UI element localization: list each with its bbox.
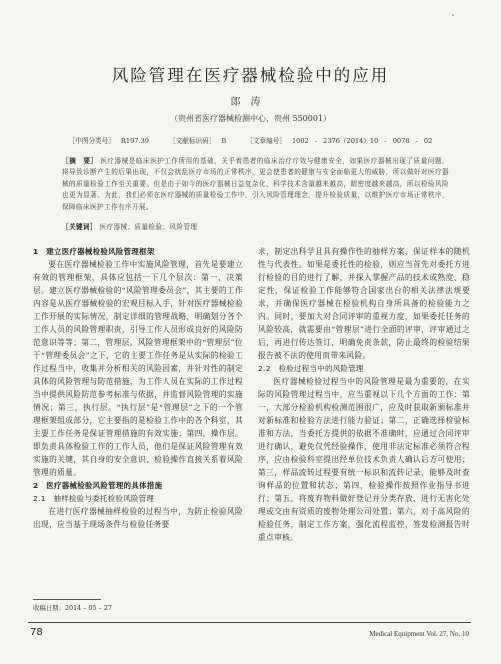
body-paragraph: 在进行医疗器械抽样检验的过程当中，为防止检验风险出现，应当基于现场条件与检验任务要 <box>33 507 243 529</box>
classification-line <box>0 135 501 145</box>
received-date: 收稿日期：2014 – 05 – 27 <box>33 604 112 612</box>
document-code: ［文献标识码］ B <box>169 137 227 145</box>
subsection-heading: 2.2 检验过程当中的风险管理 <box>258 364 364 373</box>
clc-number: ［中图分类号］ R197.39 <box>68 137 149 145</box>
keywords-text: 医疗器械；质量检验；风险管理 <box>99 223 198 231</box>
left-column <box>33 245 243 531</box>
subsection-heading: 2.1 抽样检验与委托检验风险管理 <box>33 494 155 503</box>
abstract-text: 医疗器械是临床医护工作所用的基础，关乎着患者的临床治疗疗效与健康安全，如果医疗器械出现了质量问题，将导致诊断产生的后果出现，不仅会扰乱医疗市场的正常秩序，更会使患者的健康与安全面临更大的威胁，所以做好对医疗器械的质量检验工作至关重要。但是由于如今的医疗器械日益复杂化，科学技术含量越来越高，精密度越来越高，所以检验风险也更为显著。为此，我们必须在医疗器械的质量检验工作中，引入风险管理理念，提升检验质量，以维护医疗市场正常秩序，保障临床医护工作有序开展。 <box>62 157 449 211</box>
body-paragraph: 求，制定出科学且具有操作性的抽样方案，保证样本的随机性与代表性。如果是委托性的检验，则应当首先对委托方进行检验的目的进行了解，并探入掌握产品的技术成熟度、稳定性，保证检验工作能够符合国家出台的相关法律法规要求，并确保医疗器械在检验机构自身所具备的检验能力之内。同时，要加大对合同评审的重视力度，如果委托任务的风险较高，就需要由“管理层”进行全面的评审，评审通过之后，再进行传达签订，明确免责条款，防止最终的检验结果报告被不法的使用而带来风险。 <box>258 247 470 360</box>
journal-citation: Medical Equipment Vol. 27, No. 10 <box>369 630 469 638</box>
section-heading: 1 建立医疗器械检验风险管理框架 <box>33 247 155 256</box>
paper-title: 风险管理在医疗器械检验中的应用 <box>111 66 390 85</box>
body-paragraph: 要在医疗器械检验工作中实施风险管理，首先是要建立有效的管理框架，具体应包括一下几个层次：第一，决策层。建立医疗器械检验的“风险管理委员会”，其主要的工作内容是从医疗器械检验的宏观目标入手，针对医疗器械检验工作开展的实际情况，制定详细的管理战略，明确划分各个工作人员的风险管理职责，引导工作人员形成良好的风险防范意识等等；第二，管理层。风险管理框架中的“管理层”位于“管理委员会”之下，它的主要工作任务是从实际的检验工作过程当中，收集并分析相关的风险因素，并针对性的制定具体的风险管理与防范措施，为工作人员在实际的工作过程当中提供风险防范参考标准与依据，并监督风险管理的实施情况；第三，执行层。“执行层”是“管理层”之下的一个管理框架组成部分，它主要指的是检验工作中的各个科室，其主要工作任务是保证管理措施的有效实施；第四，操作层。即负责具体检验工作的工作人员，他们是保证风险管理有效实施的关键，其自身的安全意识、检验操作直接关系着风险管理的质量。 <box>33 260 243 477</box>
right-column <box>258 245 470 544</box>
author-name: 郎涛 <box>230 97 271 108</box>
keywords-label: ［关键词］ <box>62 223 97 231</box>
page-number: 78 <box>30 627 43 638</box>
author-affiliation: （贵州省医疗器械检测中心，贵州 550001） <box>169 114 332 123</box>
keywords <box>62 221 449 231</box>
abstract <box>62 156 449 213</box>
article-number: ［文章编号］ 1002 - 2376（2014）10 - 0078 - 02 <box>246 137 433 145</box>
abstract-label: ［摘 要］ <box>62 157 98 165</box>
scan-speck <box>452 14 454 16</box>
footer-rule <box>28 622 471 623</box>
footnote-rule <box>33 599 101 600</box>
body-paragraph: 医疗器械检验过程当中的风险管理是最为重要的，在实际的风险管理过程当中，应当重视以下几个方面的工作：第一，大部分检验机构检测范围很广，应及时获取新颁标准并对新标准和检验方法进行能力验证；第二，正确选择检验标准和方法，当委托方提供的依据不准确时，应通过合同评审进行确认，避免仅凭经验操作，使用非法定标准必须符合程序，应由检验科室提出经单位技术负责人确认后方可使用；第三，样品流转过程要有统一标识和流转记录，能够及时查询样品的位置和状态；第四，检验操作按照作业指导书进行；第五，将废弃物料做好登记并分类存放，进行无害化处理或交由有资质的废物处理公司处置；第六，对于高风险的检验任务，制定工作方案，强化流程监控，签发检测报告时重点审核。 <box>258 377 470 542</box>
section-heading: 2 医疗器械检验风险管理的具体措施 <box>33 481 163 490</box>
